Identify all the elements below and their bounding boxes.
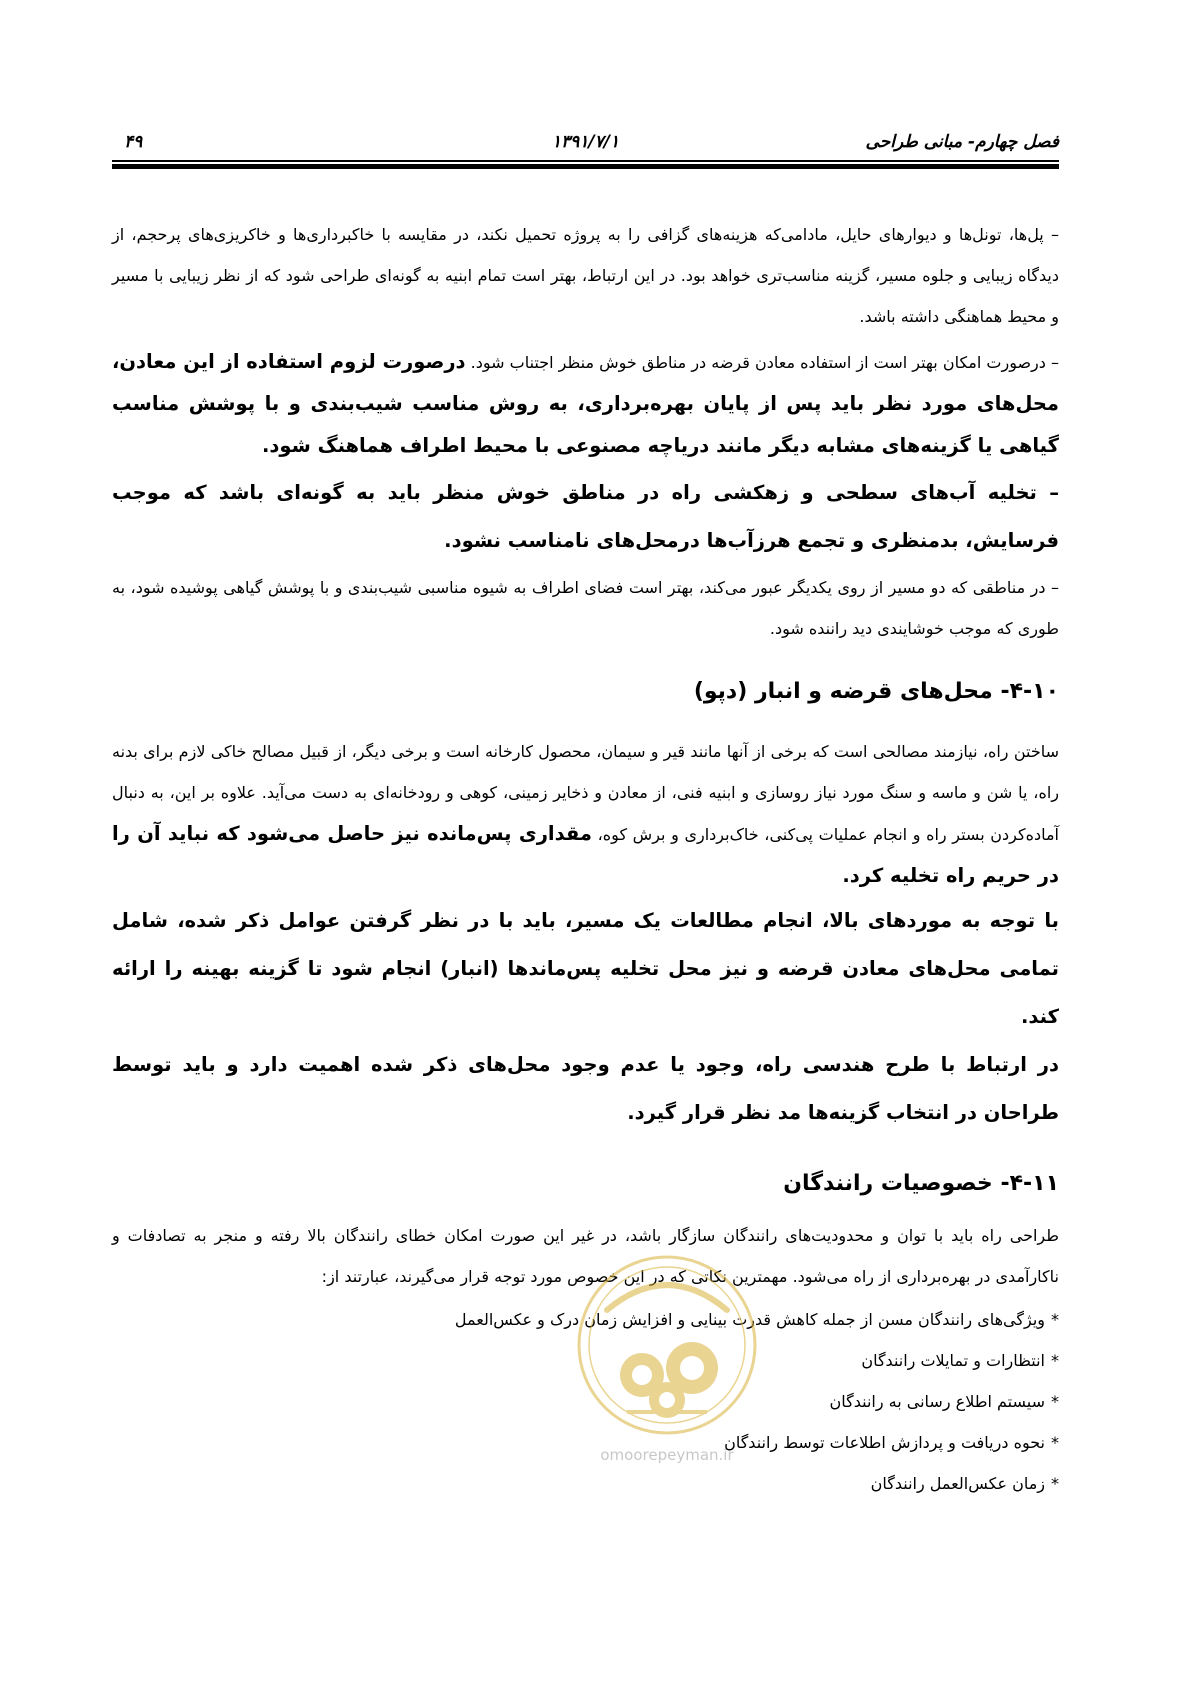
bullet-asterisk-icon: * [1051,1433,1059,1452]
paragraph-drivers-intro: طراحی راه باید با توان و محدودیت‌های رانندگان سازگار باشد، در غیر این صورت امکان خطای رانندگان بالا رفته و منجر به تصادفات و ناکارآمدی در بهره‌برداری از راه می‌شود. مهمترین نکاتی که در این خصوص مورد توجه قرار می‌گیرند، عبارتند از: [112,1226,1059,1286]
chapter-title: فصل چهارم- مبانی طراحی [865,132,1059,152]
bullet-asterisk-icon: * [1051,1392,1059,1411]
paragraph-road-materials-text: ساختن راه، نیازمند مصالحی است که برخی از آنها مانند قیر و سیمان، محصول کارخانه است و برخی دیگر، از قبیل مصالح خاکی لازم برای بدنه راه، یا شن و ماسه و سنگ مورد نیاز روسازی و ابنیه فنی، از معادن و ذخایر زمینی، کوهی و رودخانه‌ای به دست می‌آید. علاوه بر این، به دنبال آماده‌کردن بستر راه و انجام عملیات پی‌کنی، خاک‌برداری و برش کوه، [112,742,1060,844]
bullet-asterisk-icon: * [1051,1474,1059,1493]
paragraph-geometric-design: در ارتباط با طرح هندسی راه، وجود یا عدم وجود محل‌های ذکر شده اهمیت دارد و باید توسط طراحان در انتخاب گزینه‌ها مد نظر قرار گیرد. [112,1053,1059,1124]
section-heading-borrow-depot: ۴-۱۰- محل‌های قرضه و انبار (دپو) [693,679,1059,704]
page-number: ۴۹ [124,132,143,152]
bullet-asterisk-icon: * [1051,1351,1059,1370]
header-rule-thick [112,164,1059,169]
paragraph-surface-drainage: – تخلیه آب‌های سطحی و زهکشی راه در مناطق خوش منظر باید به گونه‌ای باشد که موجب فرسایش، بدمنظری و تجمع هرزآب‌ها درمحل‌های نامناسب نشود. [112,481,1059,552]
paragraph-road-materials [112,731,1059,897]
paragraph-borrow-pits [112,341,1059,467]
paragraph-borrow-pits-bold: درصورت لزوم استفاده از این معادن، محل‌های مورد نظر باید پس از پایان بهره‌برداری، به روش مناسب شیب‌بندی و با پوشش مناسب گیاهی یا گزینه‌های مشابه دیگر مانند دریاچه مصنوعی با محیط اطراف هماهنگ شود. [112,350,1059,457]
document-page [112,0,1059,1684]
watermark-seal-icon [572,1250,762,1490]
list-item: *سیستم اطلاع رسانی به رانندگان [112,1381,1059,1422]
list-item: *انتظارات و تمایلات رانندگان [112,1340,1059,1381]
watermark-logo [572,1250,762,1490]
page-header [112,128,1059,154]
section-heading-driver-characteristics: ۴-۱۱- خصوصیات رانندگان [783,1171,1059,1196]
paragraph-borrow-pits-text: – درصورت امکان بهتر است از استفاده معادن قرضه در مناطق خوش منظر اجتناب شود. [470,353,1059,372]
paragraph-crossing-routes: – در مناطقی که دو مسیر از روی یکدیگر عبور می‌کند، بهتر است فضای اطراف به شیوه مناسبی شیب‌بندی و با پوشش گیاهی پوشیده شود، به طوری که موجب خوشایندی دید راننده شود. [112,578,1059,638]
list-item: *زمان عکس‌العمل رانندگان [112,1463,1059,1504]
watermark-text: omoorepeyman.ir [600,1446,734,1464]
paragraph-bridges-tunnels: – پل‌ها، تونل‌ها و دیوارهای حایل، مادامی‌که هزینه‌های گزافی را به پروژه تحمیل نکند، در مقایسه با خاکبرداری‌ها و خاکریزی‌های پرحجم، از دیدگاه زیبایی و جلوه مسیر، گزینه مناسب‌تری خواهد بود. در این ارتباط، بهتر است تمام ابنیه به گونه‌ای طراحی شود که از نظر زیبایی با مسیر و محیط هماهنگی داشته باشد. [112,225,1059,326]
list-item: *نحوه دریافت و پردازش اطلاعات توسط رانندگان [112,1422,1059,1463]
header-rule-thin [112,160,1059,162]
paragraph-route-studies: با توجه به موردهای بالا، انجام مطالعات یک مسیر، باید با در نظر گرفتن عوامل ذکر شده، شامل تمامی محل‌های معادن قرضه و نیز محل تخلیه پس‌ماندها (انبار) انجام شود تا گزینه بهینه را ارائه کند. [112,909,1059,1028]
paragraph-road-materials-bold: مقداری پس‌مانده نیز حاصل می‌شود که نباید آن را در حریم راه تخلیه کرد. [112,822,1059,887]
bullet-asterisk-icon: * [1051,1310,1059,1329]
list-item: *ویژگی‌های رانندگان مسن از جمله کاهش قدرت بینایی و افزایش زمان درک و عکس‌العمل [112,1299,1059,1340]
header-date: ۱۳۹۱/۷/۱ [551,132,620,152]
